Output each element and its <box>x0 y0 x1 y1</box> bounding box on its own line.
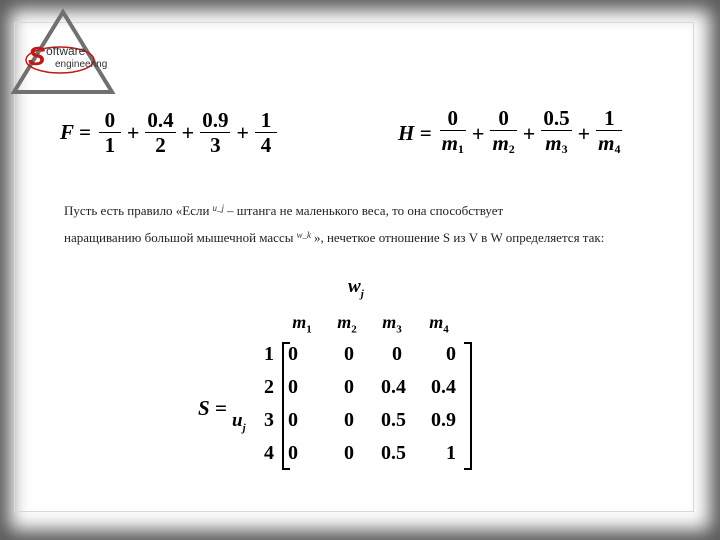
fraction <box>490 106 516 161</box>
header-sub: 4 <box>443 323 449 336</box>
matrix-cell: 0 <box>288 376 298 398</box>
matrix-cell: 0 <box>344 409 354 431</box>
fraction <box>255 108 277 157</box>
formula-h <box>398 106 625 161</box>
matrix-cell: 0 <box>344 442 354 464</box>
paragraph-text: – штанга не маленького веса, то она способствует <box>226 203 504 218</box>
denominator: 2 <box>155 133 166 157</box>
column-header <box>422 312 456 336</box>
matrix-cell: 0 <box>344 343 354 365</box>
denominator <box>440 131 466 161</box>
plus-sign: + <box>522 120 536 146</box>
paragraph-text: Пусть есть правило «Если <box>64 203 210 218</box>
logo-word-software: oftware <box>46 44 86 58</box>
formula-h-lhs: H = <box>398 121 432 145</box>
paragraph-text: », нечеткое отношение S из V в W определяется так: <box>313 230 605 245</box>
plus-sign: + <box>126 119 140 145</box>
fraction <box>200 108 230 157</box>
matrix-cell: 0 <box>288 343 298 365</box>
matrix-cell: 0 <box>344 376 354 398</box>
numerator: 1 <box>260 108 272 132</box>
label-sub: j <box>242 421 246 434</box>
matrix-cell: 1 <box>446 442 456 464</box>
matrix-cell: 0 <box>446 343 456 365</box>
header-var: m <box>429 312 444 332</box>
numerator: 0.4 <box>147 108 174 132</box>
inline-symbol: u_j <box>212 203 224 213</box>
numerator: 0 <box>104 108 116 132</box>
logo-letter: S <box>28 41 46 71</box>
denominator <box>543 131 569 161</box>
header-sub: 1 <box>306 323 312 336</box>
numerator: 0 <box>498 106 509 130</box>
plus-sign: + <box>181 119 195 145</box>
denominator-sub: 1 <box>457 142 464 156</box>
software-engineering-logo <box>8 8 118 98</box>
denominator: 3 <box>210 133 221 157</box>
matrix-lhs: S = <box>198 396 227 420</box>
column-header <box>285 312 319 336</box>
matrix-cell: 0 <box>392 343 402 365</box>
numerator: 0.5 <box>543 106 570 130</box>
fraction <box>596 106 622 161</box>
denominator-sub: 3 <box>561 142 568 156</box>
denominator <box>490 131 516 161</box>
fraction <box>99 108 121 157</box>
denominator: 1 <box>104 133 116 157</box>
header-sub: 3 <box>396 323 402 336</box>
logo-word-engineering: engineering <box>55 59 108 70</box>
matrix-cell: 0.5 <box>381 442 406 464</box>
plus-sign: + <box>236 119 249 145</box>
paragraph-text: наращиванию большой мышечной массы <box>64 230 294 245</box>
denominator-var: m <box>545 131 562 155</box>
label-var: w <box>348 276 361 297</box>
paragraph-line-1 <box>64 203 664 219</box>
numerator: 0 <box>447 106 458 130</box>
row-label: 3 <box>264 409 274 431</box>
column-header <box>330 312 364 336</box>
header-var: m <box>337 312 352 332</box>
denominator-var: m <box>492 131 509 155</box>
denominator-sub: 2 <box>508 142 515 156</box>
header-var: m <box>382 312 397 332</box>
row-label: 2 <box>264 376 274 398</box>
matrix-side-label <box>232 410 246 434</box>
paragraph-line-2 <box>64 230 684 246</box>
matrix-right-bracket <box>464 342 472 470</box>
denominator-var: m <box>598 131 615 155</box>
row-label: 1 <box>264 343 274 365</box>
matrix-cell: 0 <box>288 409 298 431</box>
matrix-cell: 0.9 <box>431 409 456 431</box>
denominator <box>596 131 622 161</box>
plus-sign: + <box>577 120 591 146</box>
plus-sign: + <box>471 120 485 146</box>
matrix-top-label <box>348 276 364 300</box>
numerator: 1 <box>604 106 615 130</box>
label-var: u <box>232 410 243 431</box>
label-sub: j <box>360 287 364 300</box>
formula-f <box>60 108 280 157</box>
header-var: m <box>292 312 307 332</box>
fraction <box>145 108 175 157</box>
matrix-cell: 0.5 <box>381 409 406 431</box>
inline-symbol: w_k <box>296 230 311 240</box>
matrix-cell: 0 <box>288 442 298 464</box>
denominator-sub: 4 <box>614 142 621 156</box>
row-label: 4 <box>264 442 274 464</box>
formula-f-lhs: F = <box>60 120 91 144</box>
matrix-cell: 0.4 <box>431 376 456 398</box>
header-sub: 2 <box>351 323 357 336</box>
matrix-cell: 0.4 <box>381 376 406 398</box>
fraction <box>440 106 466 161</box>
fraction <box>541 106 571 161</box>
denominator-var: m <box>441 131 458 155</box>
denominator: 4 <box>260 133 272 157</box>
numerator: 0.9 <box>202 108 229 132</box>
column-header <box>375 312 409 336</box>
